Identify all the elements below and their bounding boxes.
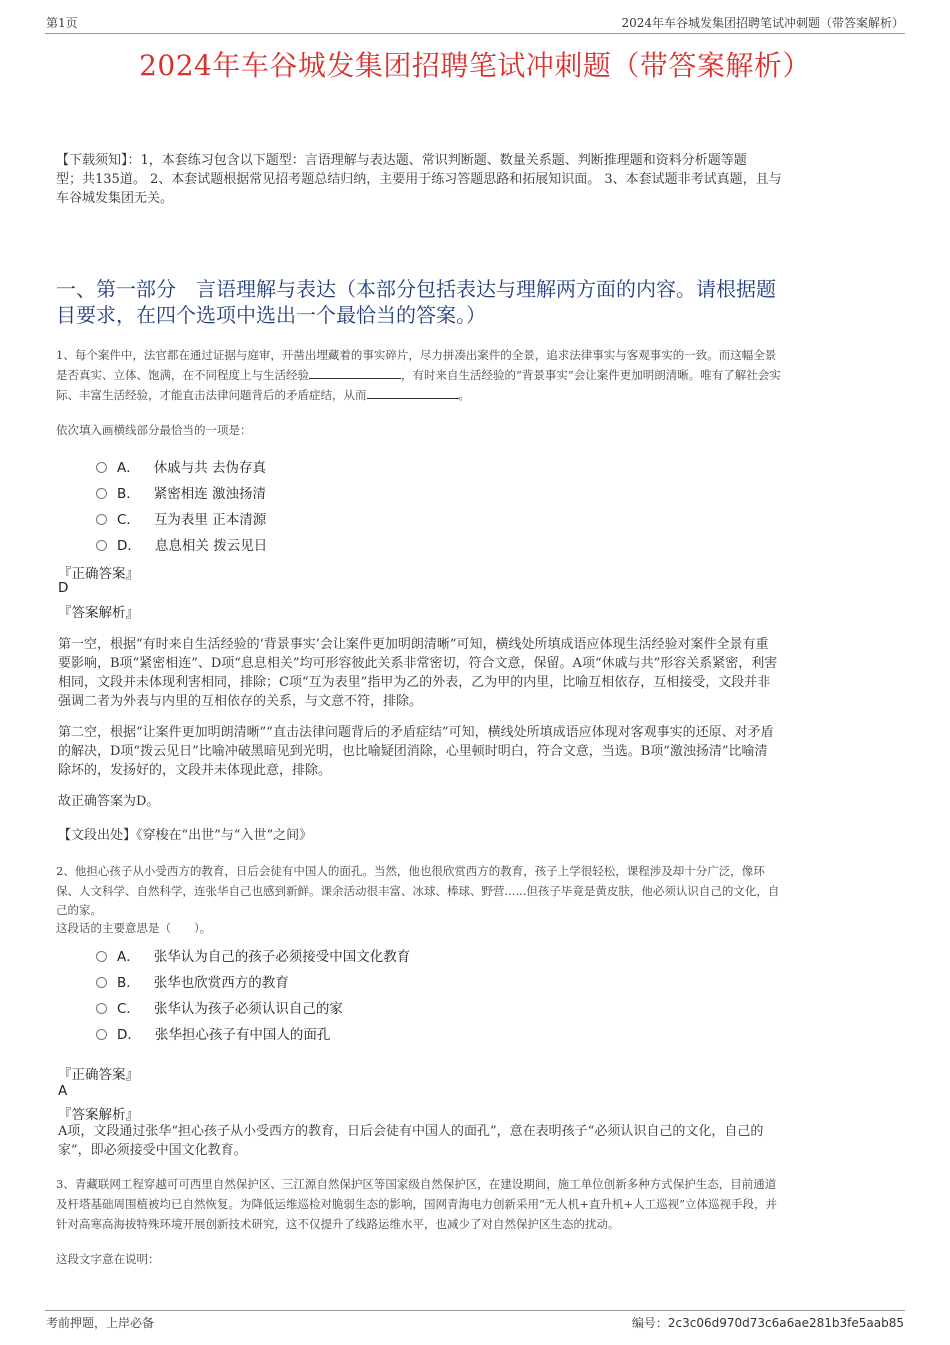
option-letter: B． [117, 486, 140, 502]
q2-line: 己的家。 [56, 903, 102, 917]
option-letter: D． [117, 538, 141, 554]
section-heading [56, 276, 776, 328]
q1-prompt: 依次填入画横线部分最恰当的一项是： [56, 423, 252, 437]
option-text: 紧密相连 激浊扬清 [153, 486, 267, 502]
option-letter: D． [117, 1027, 141, 1043]
option-text: 休戚与共 去伪存真 [153, 460, 267, 476]
radio-icon[interactable] [96, 977, 107, 988]
q1-source: 【文段出处】《穿梭在“出世”与“入世”之间》 [58, 828, 313, 843]
download-notice [56, 151, 782, 208]
q2-line: 2、他担心孩子从小受西方的教育，日后会徒有中国人的面孔。当然，他也很欣赏西方的教育，孩子上学很轻松，课程涉及却十分广泛，像环 [56, 864, 765, 878]
analysis-line: 相同，文段并未体现利害相同，排除；C项“互为表里”指甲为乙的外表，乙为甲的内里，比喻互相依存，互相接受，文段并非 [58, 675, 771, 690]
question-2-stem [56, 861, 906, 937]
analysis-line: 的解决，D项“拨云见日”比喻冲破黑暗见到光明，也比喻疑团消除，心里顿时明白，符合文意，当选。B项“激浊扬清”比喻清 [58, 744, 768, 759]
option-text: 张华认为自己的孩子必须接受中国文化教育 [153, 949, 411, 965]
radio-icon[interactable] [96, 514, 107, 525]
q2-option-b[interactable] [96, 971, 289, 991]
footer-divider [45, 1310, 905, 1311]
option-text: 互为表里 正本清源 [153, 512, 267, 528]
q2-answer-label: 『正确答案』 [58, 1067, 139, 1083]
q1-analysis-para-1 [58, 635, 898, 711]
q2-option-d[interactable] [96, 1023, 330, 1043]
q1-line [56, 365, 906, 385]
option-letter: B． [117, 975, 140, 991]
q3-line: 针对高寒高海拔特殊环境开展创新技术研究，这不仅提升了线路运维水平，也减少了对自然保护区生态的扰动。 [56, 1217, 620, 1231]
question-1-stem [56, 345, 906, 405]
page-title: 2024年车谷城发集团招聘笔试冲刺题（带答案解析） [139, 49, 811, 82]
q3-line: 及杆塔基础周围植被均已自然恢复。为降低运维巡检对脆弱生态的影响，国网青海电力创新采用“无人机+直升机+人工巡视”立体巡视手段，并 [56, 1197, 778, 1211]
radio-icon[interactable] [96, 1003, 107, 1014]
section-heading-line: 一、第一部分 言语理解与表达（本部分包括表达与理解两方面的内容。请根据题 [56, 277, 776, 301]
q1-line [56, 385, 906, 405]
footer-code [632, 1314, 904, 1331]
radio-icon[interactable] [96, 540, 107, 551]
q1-option-c[interactable] [96, 508, 266, 528]
header-divider [45, 33, 905, 34]
q2-analysis [58, 1122, 898, 1160]
option-letter: C． [117, 512, 140, 528]
notice-line: 【下载须知】：1，本套练习包含以下题型：言语理解与表达题、常识判断题、数量关系题、判断推理题和资料分析题等题 [56, 153, 747, 168]
q1-analysis-para-2 [58, 723, 898, 780]
option-text: 张华也欣赏西方的教育 [153, 975, 289, 991]
q1-line: 1、每个案件中，法官都在通过证据与庭审，开凿出埋藏着的事实碎片，尽力拼凑出案件的全景，追求法律事实与客观事实的一致。而这幅全景 [56, 348, 777, 362]
radio-icon[interactable] [96, 462, 107, 473]
footer-code-label: 编号： [631, 1316, 668, 1330]
header-doc-title: 2024年车谷城发集团招聘笔试冲刺题（带答案解析） [621, 16, 904, 30]
q1-text: 。 [458, 388, 470, 402]
option-letter: A． [117, 460, 140, 476]
analysis-line: 第二空，根据“让案件更加明朗清晰”“直击法律问题背后的矛盾症结”可知，横线处所填成语应体现对客观事实的还原、对矛盾 [58, 725, 774, 740]
radio-icon[interactable] [96, 1029, 107, 1040]
analysis-line: 要影响，B项“紧密相连”、D项“息息相关”均可形容彼此关系非常密切，符合文意，保留。A项“休戚与共”形容关系紧密，利害 [58, 656, 778, 671]
analysis-line: 强调二者为外表与内里的互相依存的关系，与文意不符，排除。 [58, 694, 423, 709]
q3-line: 3、青藏联网工程穿越可可西里自然保护区、三江源自然保护区等国家级自然保护区，在建设期间，施工单位创新多种方式保护生态，目前通道 [56, 1177, 777, 1191]
option-text: 张华认为孩子必须认识自己的家 [153, 1001, 343, 1017]
q3-prompt: 这段文字意在说明： [56, 1252, 160, 1266]
q1-text: 际、丰富生活经验，才能直击法律问题背后的矛盾症结，从而 [56, 388, 367, 402]
analysis-line: 除坏的，发扬好的，文段并未体现此意，排除。 [58, 763, 332, 778]
analysis-line: 第一空，根据“有时来自生活经验的‘背景事实’会让案件更加明朗清晰”可知，横线处所填成语应体现生活经验对案件全景有重 [58, 637, 769, 652]
q2-option-c[interactable] [96, 997, 343, 1017]
option-letter: A． [117, 949, 140, 965]
q2-answer: A [58, 1083, 68, 1099]
q1-option-a[interactable] [96, 456, 266, 476]
analysis-line: 家”，即必须接受中国文化教育。 [58, 1143, 247, 1158]
option-letter: C． [117, 1001, 140, 1017]
fill-blank-2 [367, 386, 459, 399]
page-number: 第1页 [46, 16, 78, 30]
option-text: 息息相关 拨云见日 [154, 538, 268, 554]
footer-code-value: 2c3c06d970d73c6a6ae281b3fe5aab85 [667, 1316, 904, 1330]
notice-line: 型；共135道。 2、本套试题根据常见招考题总结归纳，主要用于练习答题思路和拓展知识面。 3、本套试题非考试真题，且与 [56, 172, 782, 187]
q1-text: ，有时来自生活经验的“背景事实”会让案件更加明朗清晰。唯有了解社会实 [401, 368, 781, 382]
analysis-line: A项，文段通过张华“担心孩子从小受西方的教育，日后会徒有中国人的面孔”，意在表明孩子“必须认识自己的文化，自己的 [58, 1124, 764, 1139]
q2-line: 保、人文科学、自然科学，连张华自己也感到新鲜。课余活动很丰富、冰球、棒球、野营......但孩子毕竟是黄皮肤，他必须认识自己的文化，自 [56, 884, 780, 898]
q2-option-a[interactable] [96, 945, 410, 965]
notice-line: 车谷城发集团无关。 [56, 191, 174, 206]
q1-analysis-label: 『答案解析』 [58, 605, 139, 621]
q1-text: 是否真实、立体、饱满，在不同程度上与生活经验 [56, 368, 309, 382]
q2-analysis-label: 『答案解析』 [58, 1107, 139, 1123]
radio-icon[interactable] [96, 951, 107, 962]
q1-conclusion: 故正确答案为D。 [58, 794, 160, 809]
section-heading-line: 目要求，在四个选项中选出一个最恰当的答案。） [56, 303, 486, 327]
radio-icon[interactable] [96, 488, 107, 499]
option-text: 张华担心孩子有中国人的面孔 [154, 1027, 331, 1043]
q1-answer-label: 『正确答案』 [58, 566, 139, 582]
question-3-stem [56, 1174, 906, 1234]
q1-option-b[interactable] [96, 482, 266, 502]
q1-answer: D [58, 580, 69, 596]
fill-blank-1 [309, 366, 401, 379]
q1-option-d[interactable] [96, 534, 267, 554]
footer-slogan: 考前押题，上岸必备 [46, 1316, 155, 1330]
q2-prompt: 这段话的主要意思是（ ）。 [56, 921, 212, 935]
